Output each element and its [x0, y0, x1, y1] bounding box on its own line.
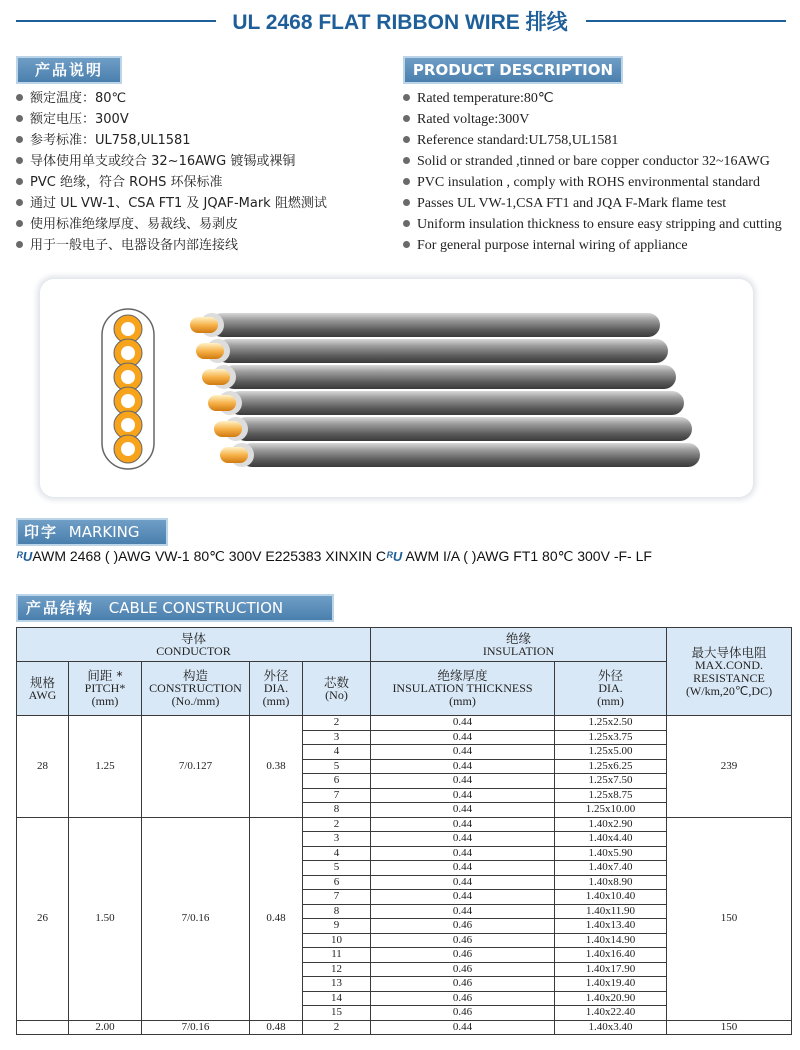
heading-product-en: PRODUCT DESCRIPTION	[403, 56, 623, 84]
bullet-icon	[403, 94, 410, 101]
cell-outer-dia: 1.40x7.40	[555, 861, 667, 876]
cell-insulation-thickness: 0.46	[371, 1006, 555, 1021]
cell-insulation-thickness: 0.44	[371, 745, 555, 760]
cell-insulation-thickness: 0.46	[371, 977, 555, 992]
bullet-icon	[403, 220, 410, 227]
cell-insulation-thickness: 0.44	[371, 861, 555, 876]
cell-outer-dia: 1.25x2.50	[555, 716, 667, 731]
cell-outer-dia: 1.40x5.90	[555, 846, 667, 861]
cell-construction: 7/0.127	[142, 716, 250, 818]
cell-outer-dia: 1.25x10.00	[555, 803, 667, 818]
cell-insulation-thickness: 0.44	[371, 716, 555, 731]
header-dia: 外径 DIA. (mm)	[250, 662, 303, 716]
construction-heading-cn: 产品结构	[26, 599, 95, 617]
list-item: PVC insulation , comply with ROHS environmental standard	[403, 172, 782, 193]
bullet-icon	[403, 115, 410, 122]
cell-cores: 6	[303, 774, 371, 789]
list-item: Solid or stranded ,tinned or bare copper conductor 32~16AWG	[403, 151, 782, 172]
list-item: Rated temperature:80℃	[403, 88, 782, 109]
list-item: 额定电压：300V	[16, 109, 327, 130]
cell-outer-dia: 1.40x14.90	[555, 933, 667, 948]
header-insulation-thickness: 绝缘厚度 INSULATION THICKNESS (mm)	[371, 662, 555, 716]
cell-outer-dia: 1.40x17.90	[555, 962, 667, 977]
cell-insulation-thickness: 0.44	[371, 832, 555, 847]
cell-outer-dia: 1.40x19.40	[555, 977, 667, 992]
list-item: PVC 绝缘，符合 ROHS 环保标准	[16, 172, 327, 193]
bullet-icon	[16, 115, 23, 122]
list-item: Reference standard:UL758,UL1581	[403, 130, 782, 151]
header-max-resistance: 最大导体电阻 MAX.COND. RESISTANCE (W/km,20℃,DC)	[667, 628, 792, 716]
header-insulation: 绝缘 INSULATION	[371, 628, 667, 662]
product-description-cn	[16, 88, 327, 256]
ribbon-wire-illustration	[40, 279, 753, 497]
cell-resistance: 150	[667, 1020, 792, 1035]
table-row	[17, 1020, 792, 1035]
cell-construction: 7/0.16	[142, 1020, 250, 1035]
cell-cores: 4	[303, 846, 371, 861]
list-item: 用于一般电子、电器设备内部连接线	[16, 235, 327, 256]
cell-insulation-thickness: 0.44	[371, 730, 555, 745]
cell-cores: 2	[303, 1020, 371, 1035]
cell-insulation-thickness: 0.44	[371, 759, 555, 774]
list-item: 导体使用单支或绞合 32~16AWG 镀锡或裸铜	[16, 151, 327, 172]
cell-cores: 7	[303, 788, 371, 803]
cell-pitch: 1.50	[69, 817, 142, 1020]
cell-cores: 14	[303, 991, 371, 1006]
cell-pitch: 2.00	[69, 1020, 142, 1035]
marking-heading-en: MARKING	[68, 523, 140, 541]
list-item: 参考标准：UL758,UL1581	[16, 130, 327, 151]
cell-awg: 28	[17, 716, 69, 818]
cell-outer-dia: 1.40x11.90	[555, 904, 667, 919]
cell-insulation-thickness: 0.46	[371, 919, 555, 934]
cell-insulation-thickness: 0.44	[371, 846, 555, 861]
cell-outer-dia: 1.40x8.90	[555, 875, 667, 890]
cell-outer-dia: 1.40x20.90	[555, 991, 667, 1006]
cable-construction-table	[16, 627, 792, 1035]
list-item: Uniform insulation thickness to ensure easy stripping and cutting	[403, 214, 782, 235]
ribbon-wire-drawing	[40, 279, 753, 497]
cell-awg	[17, 1020, 69, 1035]
header-awg: 规格 AWG	[17, 662, 69, 716]
header-outer-dia: 外径 DIA. (mm)	[555, 662, 667, 716]
cell-outer-dia: 1.25x6.25	[555, 759, 667, 774]
cell-insulation-thickness: 0.44	[371, 817, 555, 832]
cell-resistance: 239	[667, 716, 792, 818]
bullet-icon	[16, 94, 23, 101]
bullet-icon	[403, 157, 410, 164]
marking-heading-cn: 印字	[24, 523, 59, 541]
bullet-icon	[403, 178, 410, 185]
cell-cores: 11	[303, 948, 371, 963]
list-item: Passes UL VW-1,CSA FT1 and JQA F-Mark flame test	[403, 193, 782, 214]
list-item: 使用标准绝缘厚度、易裁线、易剥皮	[16, 214, 327, 235]
construction-heading-en: CABLE CONSTRUCTION	[108, 599, 284, 617]
heading-construction	[16, 594, 334, 622]
table-row	[17, 817, 792, 832]
cell-cores: 9	[303, 919, 371, 934]
cell-cores: 2	[303, 716, 371, 731]
product-description-en	[403, 88, 782, 256]
cell-cores: 13	[303, 977, 371, 992]
list-item: For general purpose internal wiring of appliance	[403, 235, 782, 256]
list-item: 通过 UL VW-1、CSA FT1 及 JQAF-Mark 阻燃测试	[16, 193, 327, 214]
cell-outer-dia: 1.25x3.75	[555, 730, 667, 745]
heading-marking	[16, 518, 168, 546]
cell-insulation-thickness: 0.44	[371, 788, 555, 803]
cell-outer-dia: 1.40x4.40	[555, 832, 667, 847]
cell-outer-dia: 1.40x16.40	[555, 948, 667, 963]
header-cores: 芯数 (No)	[303, 662, 371, 716]
bullet-icon	[16, 241, 23, 248]
cell-outer-dia: 1.40x22.40	[555, 1006, 667, 1021]
marking-text-1: AWM 2468 ( )AWG VW-1 80℃ 300V E225383 XINXIN C	[32, 548, 386, 564]
cell-outer-dia: 1.25x8.75	[555, 788, 667, 803]
cell-pitch: 1.25	[69, 716, 142, 818]
cell-cores: 5	[303, 861, 371, 876]
cell-outer-dia: 1.40x3.40	[555, 1020, 667, 1035]
heading-product-cn: 产品说明	[16, 56, 122, 84]
cell-insulation-thickness: 0.44	[371, 875, 555, 890]
cell-cores: 5	[303, 759, 371, 774]
header-pitch: 间距 * PITCH* (mm)	[69, 662, 142, 716]
bullet-icon	[16, 136, 23, 143]
cell-insulation-thickness: 0.44	[371, 803, 555, 818]
cell-outer-dia: 1.40x10.40	[555, 890, 667, 905]
cell-insulation-thickness: 0.44	[371, 890, 555, 905]
cell-outer-dia: 1.40x13.40	[555, 919, 667, 934]
ul-logo-icon: ᴿU	[385, 549, 403, 564]
header-construction: 构造 CONSTRUCTION (No./mm)	[142, 662, 250, 716]
cell-insulation-thickness: 0.44	[371, 904, 555, 919]
cell-awg: 26	[17, 817, 69, 1020]
cell-cores: 2	[303, 817, 371, 832]
table-body	[17, 716, 792, 1035]
bullet-icon	[403, 199, 410, 206]
cell-dia: 0.48	[250, 1020, 303, 1035]
cell-dia: 0.38	[250, 716, 303, 818]
wire-strands	[190, 313, 700, 467]
cell-insulation-thickness: 0.46	[371, 948, 555, 963]
bullet-icon	[16, 199, 23, 206]
title-rule-left	[16, 20, 216, 22]
marking-text-2: AWM I/A ( )AWG FT1 80℃ 300V -F- LF	[405, 548, 652, 564]
cell-cores: 4	[303, 745, 371, 760]
header-conductor: 导体 CONDUCTOR	[17, 628, 371, 662]
cell-insulation-thickness: 0.44	[371, 1020, 555, 1035]
cell-cores: 10	[303, 933, 371, 948]
page-title: UL 2468 FLAT RIBBON WIRE 排线	[232, 11, 568, 34]
cell-cores: 7	[303, 890, 371, 905]
cross-section	[102, 309, 154, 469]
table-row	[17, 716, 792, 731]
cell-dia: 0.48	[250, 817, 303, 1020]
cell-cores: 15	[303, 1006, 371, 1021]
cell-insulation-thickness: 0.46	[371, 933, 555, 948]
cell-outer-dia: 1.25x7.50	[555, 774, 667, 789]
marking-text	[16, 548, 652, 565]
bullet-icon	[403, 136, 410, 143]
bullet-icon	[16, 178, 23, 185]
bullet-icon	[403, 241, 410, 248]
cell-cores: 3	[303, 730, 371, 745]
list-item: Rated voltage:300V	[403, 109, 782, 130]
bullet-icon	[16, 220, 23, 227]
bullet-icon	[16, 157, 23, 164]
cell-outer-dia: 1.25x5.00	[555, 745, 667, 760]
cell-outer-dia: 1.40x2.90	[555, 817, 667, 832]
cell-cores: 8	[303, 803, 371, 818]
cell-cores: 6	[303, 875, 371, 890]
cell-insulation-thickness: 0.44	[371, 774, 555, 789]
cell-cores: 3	[303, 832, 371, 847]
ul-logo-icon: ᴿU	[16, 549, 33, 564]
cell-cores: 12	[303, 962, 371, 977]
cell-insulation-thickness: 0.46	[371, 991, 555, 1006]
cell-cores: 8	[303, 904, 371, 919]
cell-insulation-thickness: 0.46	[371, 962, 555, 977]
list-item: 额定温度：80℃	[16, 88, 327, 109]
cell-construction: 7/0.16	[142, 817, 250, 1020]
cell-resistance: 150	[667, 817, 792, 1020]
title-rule-right	[586, 20, 786, 22]
